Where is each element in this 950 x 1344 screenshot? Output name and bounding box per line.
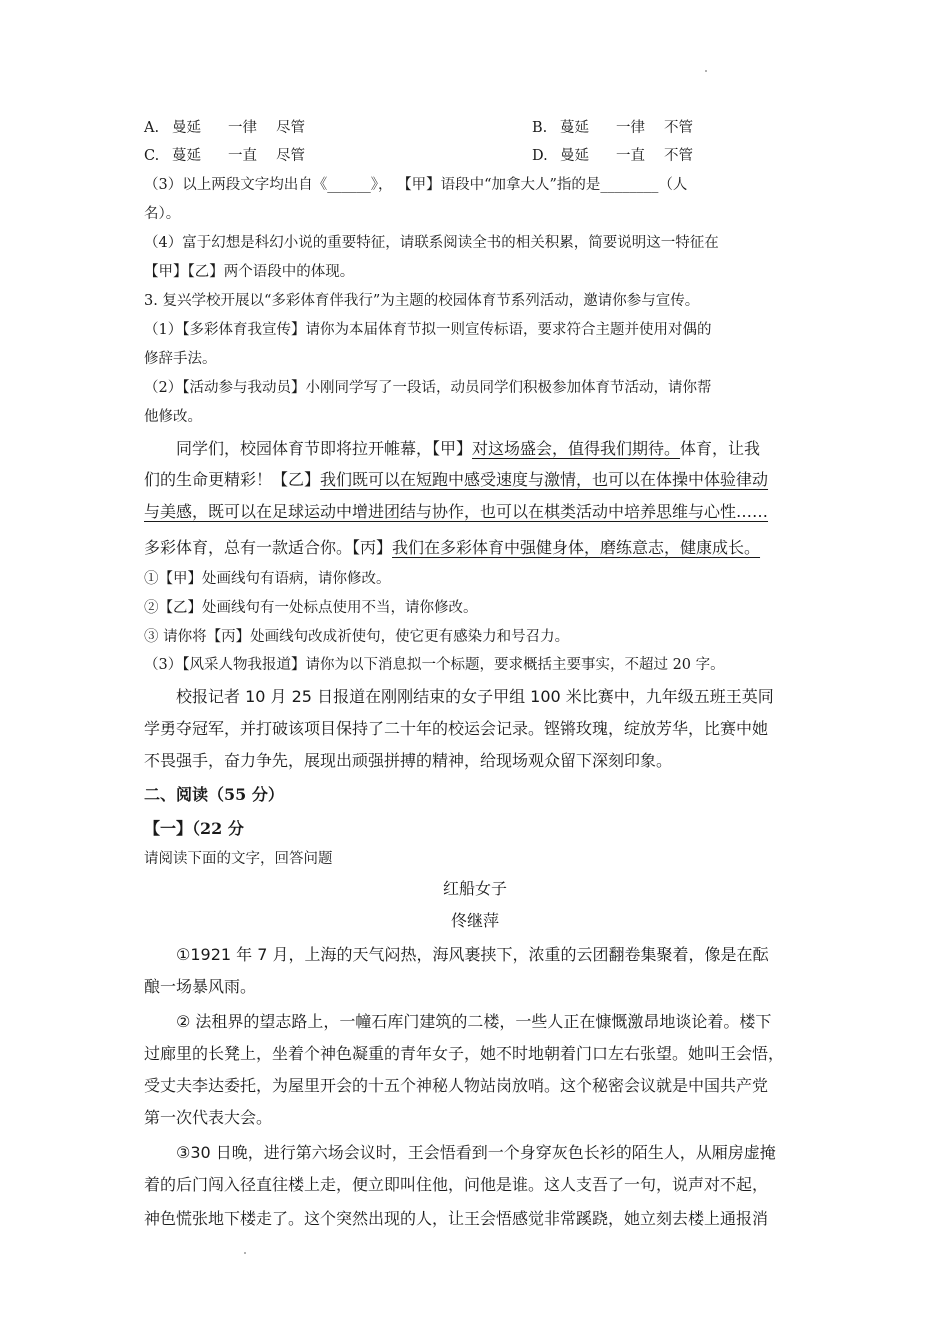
passage-text: 们的生命更精彩！【乙】 <box>144 470 321 489</box>
option-letter: C. <box>144 148 160 164</box>
passage-text: 体育，让我 <box>680 439 761 458</box>
article-p1-line1: ①1921 年 7 月，上海的天气闷热，海风裹挟下，浓重的云团翻卷集聚着，像是在酝 <box>176 945 769 964</box>
article-title: 红船女子 <box>442 879 507 898</box>
option-word: 一直 <box>616 148 645 164</box>
article-p2-line4: 第一次代表大会。 <box>144 1108 273 1127</box>
option-letter: D. <box>532 148 548 164</box>
article-p3-line1: ③30 日晚，进行第六场会议时，王会悟看到一个身穿灰色长衫的陌生人，从厢房虚掩 <box>176 1143 776 1162</box>
underlined-sentence-bing: 我们在多彩体育中强健身体，磨练意志，健康成长。 <box>392 538 761 557</box>
article-p3-line3: 神色慌张地下楼走了。这个突然出现的人，让王会悟感觉非常蹊跷，她立刻去楼上通报消 <box>144 1209 769 1228</box>
option-c <box>144 144 305 165</box>
section-heading: 二、阅读（55 分） <box>144 785 284 804</box>
passage-line3 <box>144 499 768 522</box>
option-b <box>532 116 693 137</box>
subitem-1: ①【甲】处画线句有语病，请你修改。 <box>144 571 391 587</box>
option-word: 尽管 <box>276 120 305 136</box>
underlined-sentence-yi: 我们既可以在短跑中感受速度与激情，也可以在体操中体验律动 <box>320 470 769 489</box>
option-word: 蔓延 <box>172 148 201 164</box>
question-intro: 3. 复兴学校开展以“多彩体育伴我行”为主题的校园体育节系列活动，邀请你参与宣传。 <box>144 293 700 309</box>
page-mark <box>705 70 707 72</box>
option-word: 不管 <box>664 120 693 136</box>
option-word: 不管 <box>664 148 693 164</box>
news-line3: 不畏强手，奋力争先，展现出顽强拼搏的精神，给现场观众留下深刻印象。 <box>144 751 673 770</box>
article-p2-line2: 过廊里的长凳上，坐着个神色凝重的青年女子，她不时地朝着门口左右张望。她叫王会悟， <box>144 1044 785 1063</box>
passage-line2 <box>144 467 768 490</box>
article-p2-line1: ② 法租界的望志路上，一幢石库门建筑的二楼，一些人正在慷慨激昂地谈论着。楼下 <box>176 1012 772 1031</box>
article-p3-line2: 着的后门闯入径直往楼上走，便立即叫住他，问他是谁。这人支吾了一句，说声对不起， <box>144 1175 769 1194</box>
subquestion-1-line1: （1）【多彩体育我宣传】请你为本届体育节拟一则宣传标语，要求符合主题并使用对偶的 <box>144 322 712 338</box>
question-4-line1: （4）富于幻想是科幻小说的重要特征，请联系阅读全书的相关积累，简要说明这一特征在 <box>144 235 719 251</box>
option-word: 蔓延 <box>560 120 589 136</box>
page-mark <box>244 1252 246 1254</box>
article-author: 佟继萍 <box>450 911 499 930</box>
option-word: 一律 <box>616 120 645 136</box>
subquestion-1-line2: 修辞手法。 <box>144 351 217 367</box>
option-word: 曼延 <box>560 148 589 164</box>
subquestion-2-line2: 他修改。 <box>144 409 202 425</box>
passage-line1 <box>176 436 760 459</box>
article-p2-line3: 受丈夫李达委托，为屋里开会的十五个神秘人物站岗放哨。这个秘密会议就是中国共产党 <box>144 1076 769 1095</box>
option-d <box>532 144 693 165</box>
reading-instruction: 请阅读下面的文字，回答问题 <box>144 851 333 867</box>
news-line2: 学勇夺冠军，并打破该项目保持了二十年的校运会记录。铿锵玫瑰，绽放芳华，比赛中她 <box>144 719 769 738</box>
news-line1: 校报记者 10 月 25 日报道在刚刚结束的女子甲组 100 米比赛中，九年级五班王英同 <box>176 687 774 706</box>
passage-line4 <box>144 535 760 558</box>
option-word: 曼延 <box>172 120 201 136</box>
passage-text: 同学们，校园体育节即将拉开帷幕，【甲】 <box>176 439 473 458</box>
subquestion-3: （3）【风采人物我报道】请你为以下消息拟一个标题，要求概括主要事实，不超过 20 字。 <box>144 657 725 673</box>
question-3-line1: （3）以上两段文字均出自《______》， 【甲】语段中“加拿大人”指的是________（人 <box>144 177 688 193</box>
article-p1-line2: 酿一场暴风雨。 <box>144 977 257 996</box>
question-4-line2: 【甲】【乙】两个语段中的体现。 <box>144 264 355 280</box>
question-3-line2: 名）。 <box>144 206 181 222</box>
passage-text: 多彩体育，总有一款适合你。【丙】 <box>144 538 393 557</box>
option-letter: B. <box>532 120 548 136</box>
subitem-3: ③ 请你将【丙】处画线句改成祈使句，使它更有感染力和号召力。 <box>144 629 570 645</box>
underlined-sentence-jia: 对这场盛会，值得我们期待。 <box>472 439 681 458</box>
subitem-2: ②【乙】处画线句有一处标点使用不当，请你修改。 <box>144 600 478 616</box>
part-heading: 【一】（22 分 <box>144 819 244 838</box>
option-word: 一律 <box>228 120 257 136</box>
option-letter: A. <box>144 120 160 136</box>
subquestion-2-line1: （2）【活动参与我动员】小刚同学写了一段话，动员同学们积极参加体育节活动，请你帮 <box>144 380 712 396</box>
underlined-sentence-yi-cont: 与美感，既可以在足球运动中增进团结与协作，也可以在棋类活动中培养思维与心性…… <box>144 502 769 521</box>
option-word: 一直 <box>228 148 257 164</box>
option-a <box>144 116 305 137</box>
option-word: 尽管 <box>276 148 305 164</box>
